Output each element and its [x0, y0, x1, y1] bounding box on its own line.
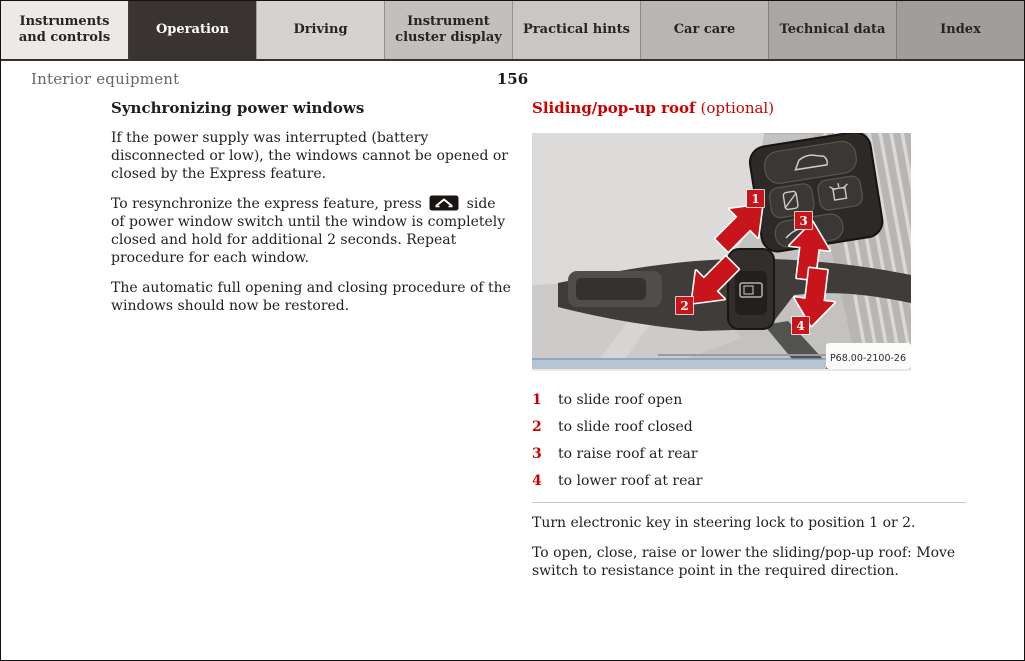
heading-text: Sliding/pop-up roof: [532, 99, 696, 117]
legend-text: to raise roof at rear: [558, 446, 698, 462]
tab-label: Technical data: [779, 21, 886, 37]
figure-label-4: [792, 317, 809, 334]
tab-instruments-and-controls[interactable]: [1, 1, 128, 59]
paragraph-resynchronize: [111, 195, 513, 267]
tab-label: Operation: [155, 21, 230, 37]
left-column: [111, 99, 513, 327]
right-column: [532, 99, 966, 592]
svg-text:2: 2: [680, 299, 689, 313]
section-title: Interior equipment: [31, 70, 180, 88]
legend-text: to lower roof at rear: [558, 473, 703, 489]
tab-instrument-cluster-display[interactable]: [384, 1, 512, 59]
window-express-close-arrow-icon: [429, 195, 459, 211]
legend-number: 1: [532, 392, 542, 408]
roof-switch: [728, 249, 774, 329]
figure-caption: P68.00-2100-26: [829, 353, 906, 364]
paragraph-text: side of power window switch until the window is completely closed and hold for additional 2 seconds. Repeat procedure for each window.: [111, 196, 506, 266]
figure-label-2: [676, 297, 693, 314]
bottom-edge: [532, 369, 911, 371]
tab-label: Instrument cluster display: [395, 13, 502, 45]
left-heading: Synchronizing power windows: [111, 99, 365, 117]
legend-item: [532, 445, 966, 463]
legend-number: 4: [532, 473, 542, 489]
tab-practical-hints[interactable]: [512, 1, 640, 59]
svg-text:3: 3: [799, 214, 808, 228]
legend-item: [532, 472, 966, 490]
figure-legend: [532, 391, 966, 490]
tab-label: Practical hints: [523, 21, 630, 37]
page-header: [1, 61, 1024, 97]
paragraph-restored: The automatic full opening and closing procedure of the windows should now be restored.: [111, 280, 511, 314]
figure-label-1: [747, 190, 764, 207]
legend-item: [532, 391, 966, 409]
page-number: 156: [496, 70, 529, 88]
paragraph-power-supply: If the power supply was interrupted (battery disconnected or low), the windows cannot be opened or closed by the Express feature.: [111, 130, 508, 182]
tab-label: Driving: [293, 21, 348, 37]
heading-optional-text: (optional): [700, 99, 775, 117]
divider: [532, 502, 966, 503]
paragraph-text: To resynchronize the express feature, press: [111, 196, 422, 212]
svg-text:1: 1: [751, 192, 760, 206]
tab-label: Instruments and controls: [18, 13, 111, 45]
legend-text: to slide roof closed: [558, 419, 693, 435]
tab-label: Index: [940, 21, 981, 37]
tab-technical-data[interactable]: [768, 1, 896, 59]
figure-label-3: [795, 212, 812, 229]
sliding-roof-illustration: [532, 133, 911, 371]
tab-operation[interactable]: [128, 1, 256, 59]
paragraph-key-position: Turn electronic key in steering lock to position 1 or 2.: [532, 515, 916, 531]
tab-label: Car care: [673, 21, 736, 37]
right-heading: [532, 99, 966, 117]
svg-text:4: 4: [796, 319, 805, 333]
legend-text: to slide roof open: [558, 392, 683, 408]
tab-car-care[interactable]: [640, 1, 768, 59]
legend-item: [532, 418, 966, 436]
tab-bar: [1, 1, 1024, 61]
legend-number: 3: [532, 446, 542, 462]
tab-driving[interactable]: [256, 1, 384, 59]
paragraph-move-switch: To open, close, raise or lower the sliding/pop-up roof: Move switch to resistance point in the required direction.: [532, 545, 956, 579]
blue-strip: [532, 359, 826, 369]
storage-recess: [568, 271, 662, 307]
tab-index[interactable]: [896, 1, 1024, 59]
legend-number: 2: [532, 419, 542, 435]
